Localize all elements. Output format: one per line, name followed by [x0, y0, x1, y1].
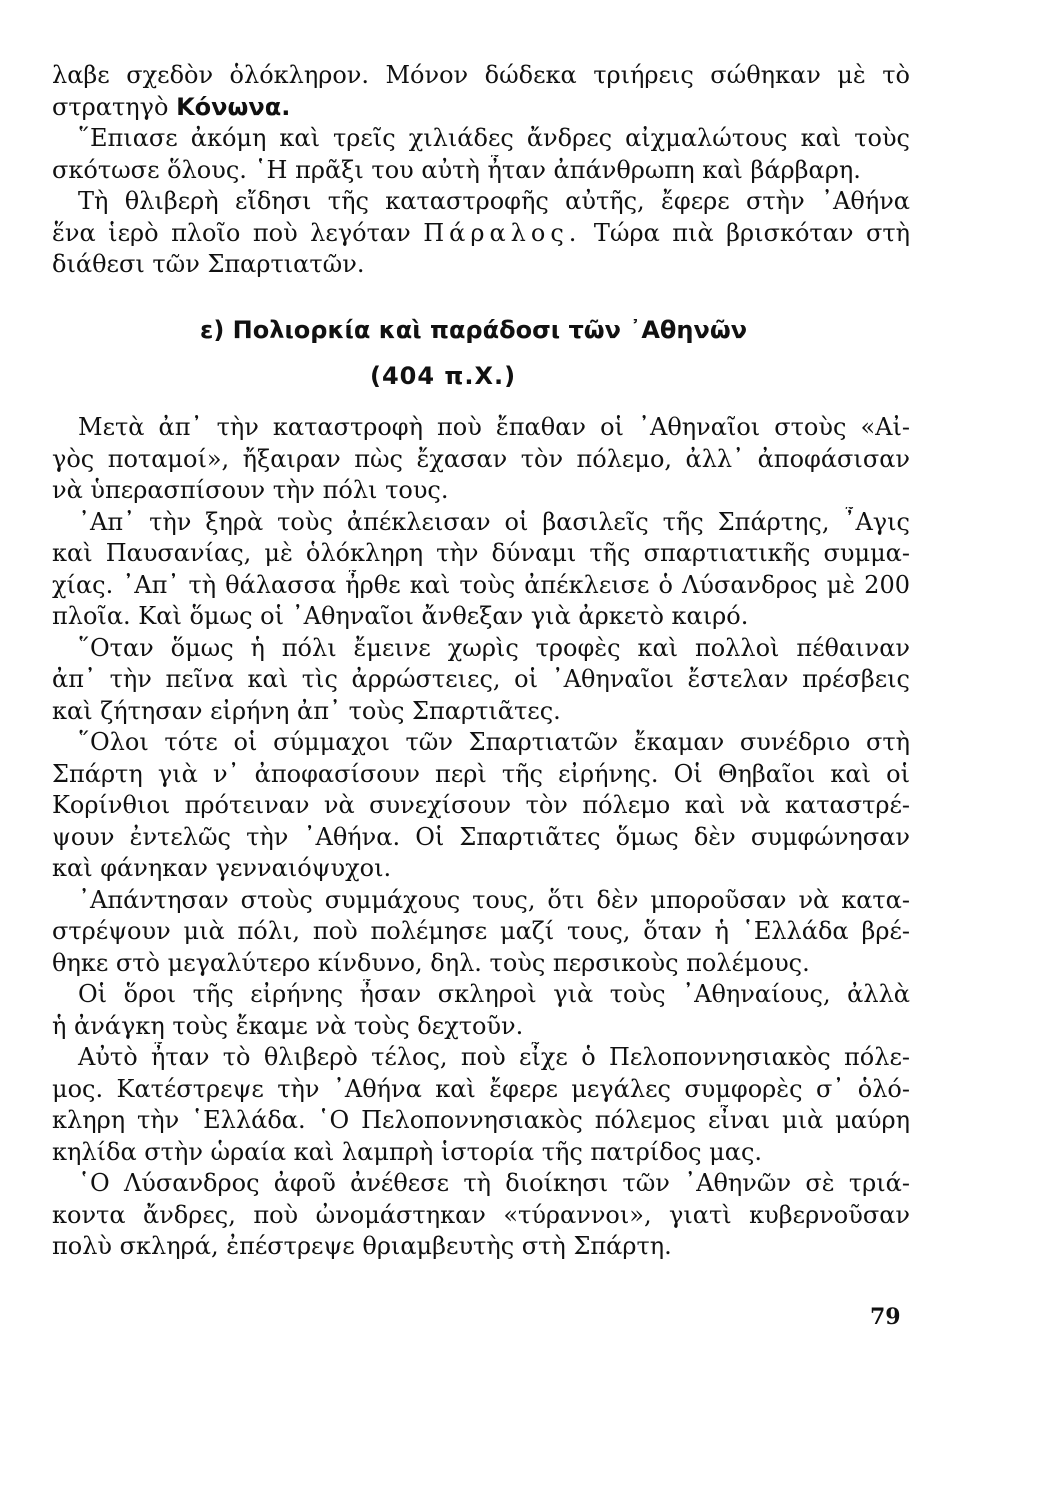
section-heading-date: (404 π.Χ.) [370, 362, 517, 390]
text-line: κληρη τὴν ῾Ελλάδα. ῾Ο Πελοποννησιακὸς πόλεμος εἶναι μιὰ μαύρη [52, 1106, 910, 1134]
page-number: 79 [870, 1304, 901, 1330]
text-line: Μετὰ ἀπ᾿ τὴν καταστροφὴ ποὺ ἔπαθαν οἱ ᾿Αθηναῖοι στοὺς «Αἰ- [78, 413, 910, 441]
text-line: ῞Ολοι τότε οἱ σύμμαχοι τῶν Σπαρτιατῶν ἔκαμαν συνέδριο στὴ [78, 728, 910, 756]
text-line: κοντα ἄνδρες, ποὺ ὠνομάστηκαν «τύραννοι», γιατὶ κυβερνοῦσαν [52, 1200, 910, 1229]
text-line: ῞Επιασε ἀκόμη καὶ τρεῖς χιλιάδες ἄνδρες αἰχμαλώτους καὶ τοὺς [78, 124, 910, 152]
top-text-block [52, 60, 910, 281]
text-line: ἡ ἀνάγκη τοὺς ἔκαμε νὰ τοὺς δεχτοῦν. [52, 1011, 524, 1040]
text-line: ᾿Απάντησαν στοὺς συμμάχους τους, ὅτι δὲν μποροῦσαν νὰ κατα- [78, 885, 910, 914]
text-line: μος. Κατέστρεψε τὴν ᾿Αθήνα καὶ ἔφερε μεγάλες συμφορὲς σ᾿ ὁλό- [52, 1074, 910, 1103]
text-line: καὶ ζήτησαν εἰρήνη ἀπ᾿ τοὺς Σπαρτιᾶτες. [52, 696, 561, 725]
text-line: χίας. ᾿Απ᾿ τὴ θάλασσα ἦρθε καὶ τοὺς ἀπέκλεισε ὁ Λύσανδρος μὲ 200 [52, 570, 910, 599]
text-line: ἀπ᾿ τὴν πεῖνα καὶ τὶς ἀρρώστειες, οἱ ᾿Αθηναῖοι ἔστελαν πρέσβεις [52, 665, 910, 693]
text-line: Σπάρτη γιὰ ν᾿ ἀποφασίσουν περὶ τῆς εἰρήνης. Οἱ Θηβαῖοι καὶ οἱ [52, 759, 910, 788]
text-run: Τώρα πιὰ βρισκόταν στὴ [581, 218, 910, 247]
text-line: πλοῖα. Καὶ ὅμως οἱ ᾿Αθηναῖοι ἄνθεξαν γιὰ ἀρκετὸ καιρό. [52, 602, 749, 630]
text-line [52, 92, 910, 124]
text-line: λαβε σχεδὸν ὁλόκληρον. Μόνον δώδεκα τριήρεις σώθηκαν μὲ τὸ [52, 61, 910, 89]
text-line: ᾿Απ᾿ τὴν ξηρὰ τοὺς ἀπέκλεισαν οἱ βασιλεῖς τῆς Σπάρτης, ῏Αγις [78, 507, 910, 536]
bold-name: Κόνωνα. [176, 92, 291, 121]
text-line [52, 218, 910, 250]
text-line: Τὴ θλιβερὴ εἴδησι τῆς καταστροφῆς αὐτῆς, ἔφερε στὴν ᾿Αθήνα [78, 187, 910, 215]
text-line: κηλίδα στὴν ὡραία καὶ λαμπρὴ ἱστορία τῆς πατρίδος μας. [52, 1137, 763, 1166]
main-text-block [52, 412, 910, 1263]
text-run: στρατηγὸ [52, 92, 177, 121]
text-line: σκότωσε ὅλους. ῾Η πρᾶξι του αὐτὴ ἦταν ἀπάνθρωπη καὶ βάρβαρη. [52, 155, 861, 184]
spaced-name: Πάραλος. [423, 218, 582, 247]
text-line: καὶ Παυσανίας, μὲ ὁλόκληρη τὴν δύναμι τῆς σπαρτιατικῆς συμμα- [52, 539, 910, 567]
text-line: στρέψουν μιὰ πόλι, ποὺ πολέμησε μαζί τους, ὅταν ἡ ῾Ελλάδα βρέ- [52, 917, 910, 945]
section-heading: ε) Πολιορκία καὶ παράδοσι τῶν ᾿Αθηνῶν [200, 316, 748, 344]
text-line: διάθεσι τῶν Σπαρτιατῶν. [52, 250, 365, 278]
text-line: γὸς ποταμοί», ἤξαιραν πὼς ἔχασαν τὸν πόλεμο, ἀλλ᾿ ἀποφάσισαν [52, 444, 910, 473]
text-line: ῾Ο Λύσανδρος ἀφοῦ ἀνέθεσε τὴ διοίκησι τῶν ᾿Αθηνῶν σὲ τριά- [78, 1169, 910, 1197]
text-run: ἕνα ἱερὸ πλοῖο ποὺ λεγόταν [52, 218, 424, 247]
text-line: καὶ φάνηκαν γενναιόψυχοι. [52, 854, 392, 882]
text-line: ῞Οταν ὅμως ἡ πόλι ἔμεινε χωρὶς τροφὲς καὶ πολλοὶ πέθαιναν [78, 633, 910, 662]
text-line: θηκε στὸ μεγαλύτερο κίνδυνο, δηλ. τοὺς περσικοὺς πολέμους. [52, 948, 810, 977]
text-line: ψουν ἐντελῶς τὴν ᾿Αθήνα. Οἱ Σπαρτιᾶτες ὅμως δὲν συμφώνησαν [52, 822, 910, 851]
text-line: πολὺ σκληρά, ἐπέστρεψε θριαμβευτὴς στὴ Σπάρτη. [52, 1232, 672, 1260]
text-line: Οἱ ὅροι τῆς εἰρήνης ἦσαν σκληροὶ γιὰ τοὺς ᾿Αθηναίους, ἀλλὰ [78, 980, 910, 1008]
text-line: Αὐτὸ ἦταν τὸ θλιβερὸ τέλος, ποὺ εἶχε ὁ Πελοποννησιακὸς πόλε- [78, 1043, 910, 1071]
text-line: νὰ ὑπερασπίσουν τὴν πόλι τους. [52, 476, 449, 504]
text-line: Κορίνθιοι πρότειναν νὰ συνεχίσουν τὸν πόλεμο καὶ νὰ καταστρέ- [52, 791, 910, 819]
